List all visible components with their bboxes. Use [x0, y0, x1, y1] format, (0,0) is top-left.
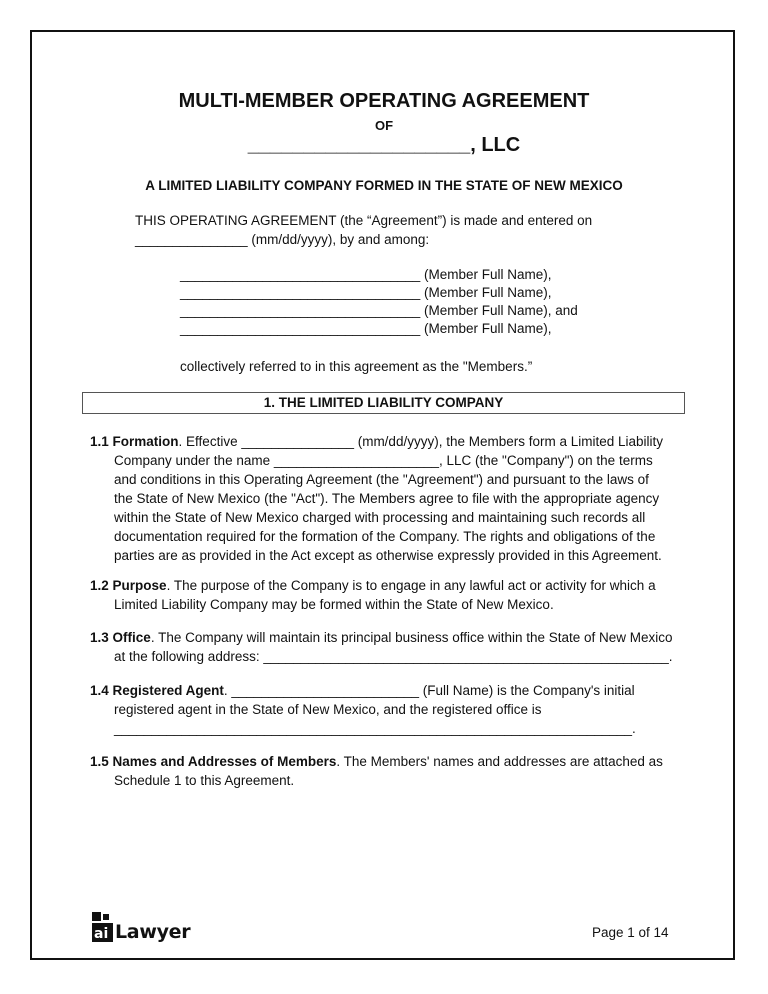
- member-line: ________________________________ (Member Full Name), and: [180, 303, 578, 318]
- clause-text: at the following address: ______________________________________________________.: [114, 649, 673, 664]
- clause-text: Schedule 1 to this Agreement.: [114, 773, 295, 788]
- clause-number: 1.3: [90, 630, 109, 645]
- clause-text: . The Members' names and addresses are attached as: [336, 754, 663, 769]
- clause-title: Names and Addresses of Members: [112, 754, 337, 769]
- member-line: ________________________________ (Member Full Name),: [180, 285, 552, 300]
- clause-text: and conditions in this Operating Agreement (the "Agreement") and pursuant to the laws of: [114, 472, 649, 487]
- clause-title: Purpose: [112, 578, 167, 593]
- clause-number: 1.4: [90, 683, 109, 698]
- clause-number: 1.1: [90, 434, 109, 449]
- clause-text: registered agent in the State of New Mexico, and the registered office is: [114, 702, 542, 717]
- clause-text: _____________________________________________________________________.: [114, 721, 636, 736]
- clause-text: . The purpose of the Company is to engage in any lawful act or activity for which a: [166, 578, 656, 593]
- page-number: Page 1 of 14: [592, 925, 669, 940]
- clause-1-5: [90, 752, 690, 790]
- clause-text: Limited Liability Company may be formed within the State of New Mexico.: [114, 597, 554, 612]
- document-title: MULTI-MEMBER OPERATING AGREEMENT: [178, 90, 590, 112]
- logo-text: Lawyer: [115, 921, 191, 943]
- intro-paragraph: [135, 211, 592, 249]
- clause-text: documentation required for the formation of the Company. The rights and obligations of the: [114, 529, 656, 544]
- llc-name-blank: ____________________, LLC: [247, 134, 521, 156]
- member-line: ________________________________ (Member Full Name),: [180, 267, 552, 282]
- member-line: ________________________________ (Member Full Name),: [180, 321, 552, 336]
- clause-title: Office: [112, 630, 151, 645]
- clause-title: Formation: [112, 434, 179, 449]
- intro-line-1: THIS OPERATING AGREEMENT (the “Agreement”) is made and entered on: [135, 213, 593, 228]
- collective-statement: collectively referred to in this agreement as the "Members.”: [180, 359, 533, 374]
- member-list: [180, 266, 578, 338]
- intro-line-2: _______________ (mm/dd/yyyy), by and among:: [135, 232, 430, 247]
- clause-text: Company under the name ______________________, LLC (the "Company") on the terms: [114, 453, 653, 468]
- clause-text: . Effective _______________ (mm/dd/yyyy), the Members form a Limited Liability: [178, 434, 664, 449]
- clause-text: the State of New Mexico (the "Act"). The Members agree to file with the appropriate agency: [114, 491, 660, 506]
- clause-1-4: [90, 681, 690, 738]
- clause-text: . The Company will maintain its principal business office within the State of New Mexico: [150, 630, 673, 645]
- clause-1-2: [90, 576, 690, 614]
- section-1-heading: 1. THE LIMITED LIABILITY COMPANY: [82, 392, 685, 414]
- clause-title: Registered Agent: [112, 683, 224, 698]
- clause-1-1: [90, 432, 690, 565]
- document-subtitle: A LIMITED LIABILITY COMPANY FORMED IN THE STATE OF NEW MEXICO: [145, 178, 623, 193]
- clause-text: parties are as provided in the Act except as otherwise expressly provided in this Agreement.: [114, 548, 662, 563]
- logo-mark-icon: [92, 912, 113, 942]
- clause-text: within the State of New Mexico charged with processing and maintaining such records all: [114, 510, 646, 525]
- clause-number: 1.5: [90, 754, 109, 769]
- clause-text: . _________________________ (Full Name) is the Company's initial: [223, 683, 635, 698]
- ailawyer-logo: [92, 912, 190, 942]
- clause-1-3: [90, 628, 690, 666]
- clause-number: 1.2: [90, 578, 109, 593]
- title-of: OF: [374, 118, 394, 133]
- logo-mark-text: ai: [94, 926, 109, 942]
